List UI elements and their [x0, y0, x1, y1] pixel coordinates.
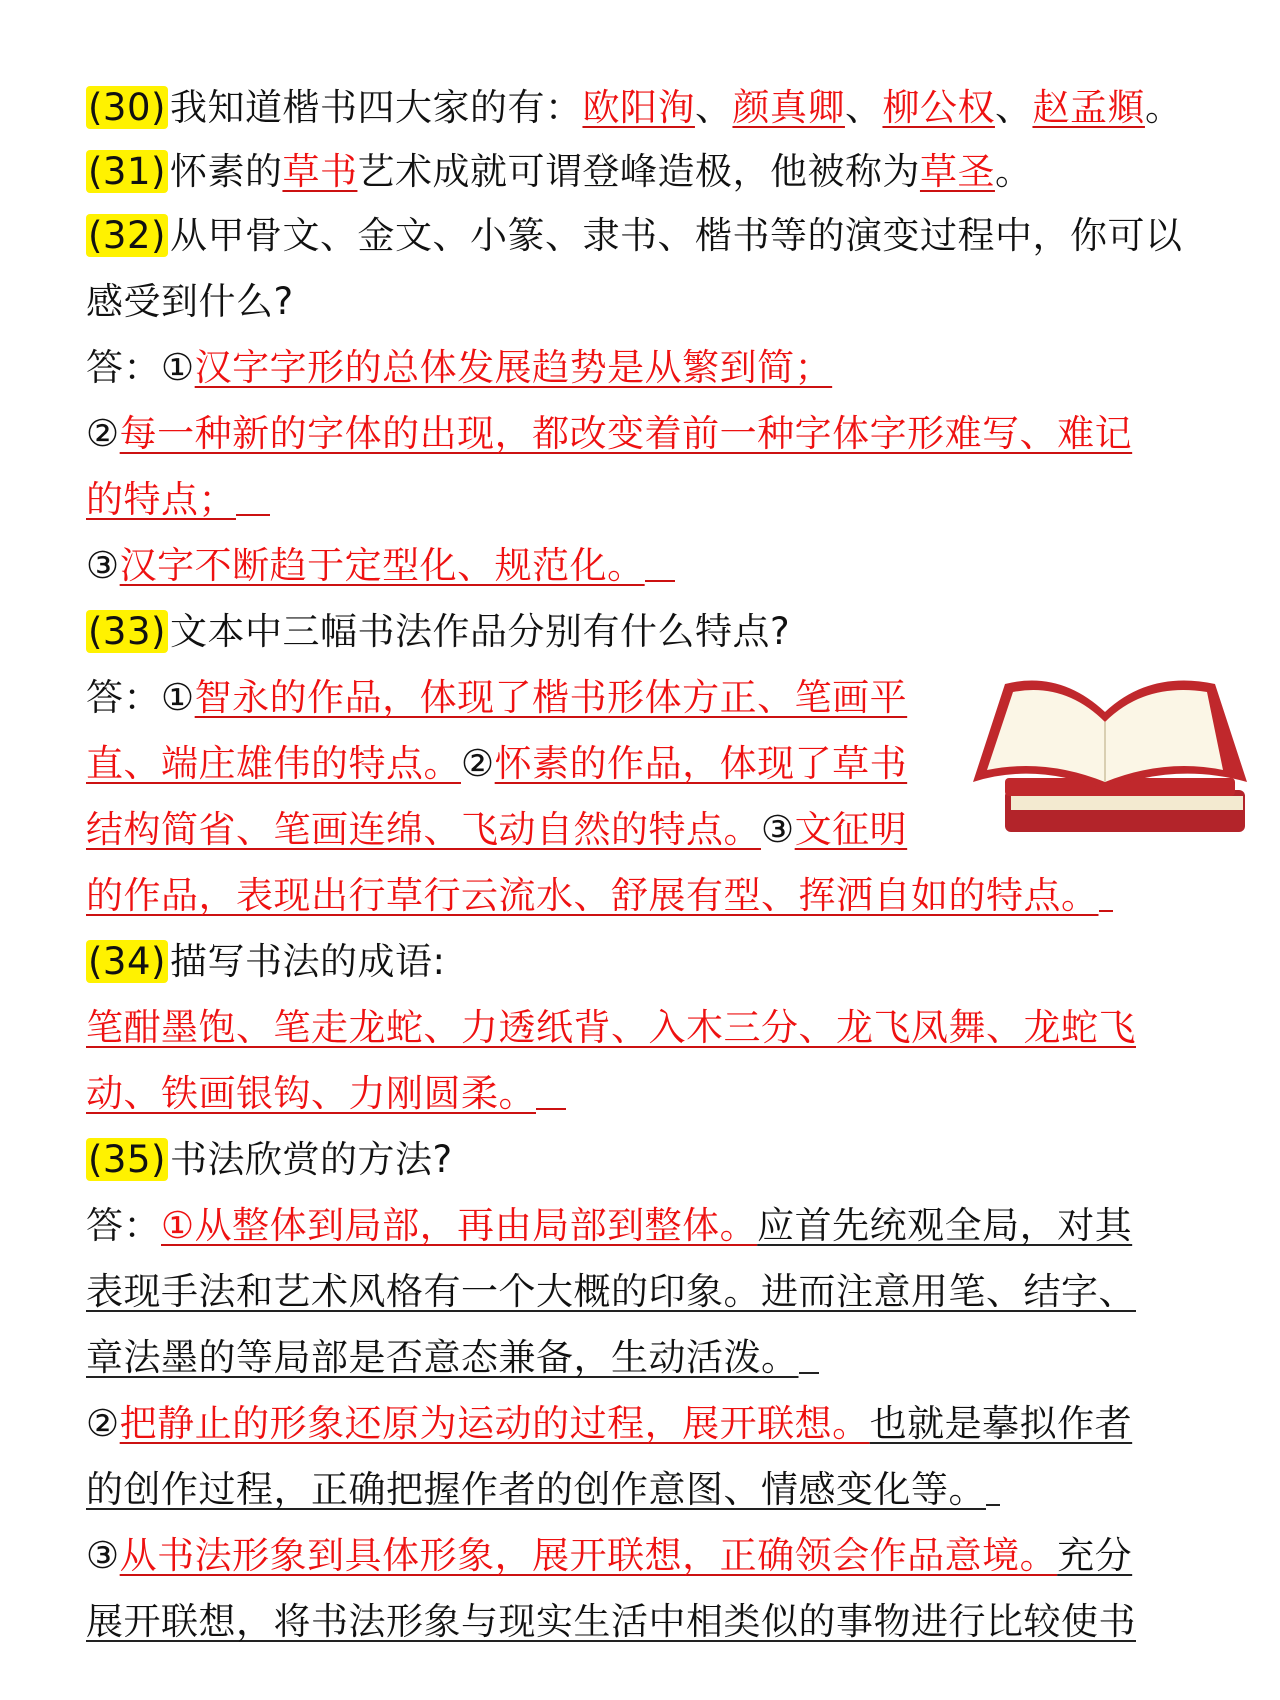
q34-answer-line-2 — [86, 1064, 566, 1126]
q35-number: (35) — [88, 1138, 166, 1181]
q32-line-2 — [86, 272, 294, 334]
open-book-icon — [965, 670, 1255, 850]
q32-blank-line — [236, 470, 270, 516]
q32-question-2: 感受到什么? — [86, 280, 294, 323]
q32-mark-2: ② — [86, 412, 120, 455]
q32-line-1 — [86, 206, 1182, 268]
book-stack — [1005, 778, 1245, 832]
q33-blank-line — [1099, 866, 1113, 912]
q35-answer-line-5 — [86, 1460, 1000, 1522]
q35-answer-3-cont: 展开联想，将书法形象与现实生活中相类似的事物进行比较使书 — [86, 1600, 1136, 1643]
q30-question: 我知道楷书四大家的有： — [169, 86, 583, 129]
q30-answer-1: 欧阳洵 — [582, 86, 695, 129]
q35-answer-line-4 — [86, 1394, 1132, 1456]
q31-text-2: 艺术成就可谓登峰造极，他被称为 — [357, 150, 920, 193]
q33-answer-line-4 — [86, 866, 1113, 928]
q32-answer-label: 答： — [86, 346, 161, 389]
q32-answer-line-1 — [86, 338, 832, 400]
q30-answer-3: 柳公权 — [882, 86, 995, 129]
q33-mark-1: ① — [161, 676, 195, 719]
book-pages-bottom — [1011, 796, 1243, 810]
q35-blank-line — [799, 1328, 819, 1374]
q32-answer-line-3 — [86, 470, 270, 532]
q35-answer-line-3 — [86, 1328, 819, 1390]
q35-answer-1-cont: 表现手法和艺术风格有一个大概的印象。进而注意用笔、结字、 — [86, 1270, 1136, 1313]
q35-answer-2-text: 也就是摹拟作者 — [869, 1402, 1133, 1445]
q33-answer-2: 怀素的作品，体现了草书 — [494, 742, 908, 785]
q34-question: 描写书法的成语: — [169, 940, 446, 983]
q33-answer-3: 文征明 — [794, 808, 908, 851]
q32-mark-3: ③ — [86, 544, 120, 587]
q33-answer-label: 答： — [86, 676, 161, 719]
q33-answer-line-2 — [86, 734, 907, 796]
q35-mark-2: ② — [86, 1402, 120, 1445]
q35-answer-1-red: ①从整体到局部，再由局部到整体。 — [161, 1204, 758, 1247]
q35-answer-2-red: 把静止的形象还原为运动的过程，展开联想。 — [119, 1402, 870, 1445]
q32-answer-line-4 — [86, 536, 675, 598]
q35-answer-1-cont-2: 章法墨的等局部是否意态兼备，生动活泼。 — [86, 1336, 799, 1379]
q30-sep-3: 、 — [994, 86, 1033, 129]
q31-answer-2: 草圣 — [919, 150, 995, 193]
q34-answer-line-1 — [86, 998, 1136, 1060]
q35-line — [86, 1130, 453, 1192]
q35-answer-line-6 — [86, 1526, 1132, 1588]
q33-question: 文本中三幅书法作品分别有什么特点? — [169, 610, 791, 653]
q34-blank-line — [536, 1064, 566, 1110]
q33-answer-1-cont: 直、端庄雄伟的特点。 — [86, 742, 461, 785]
q32-answer-2b: 的特点； — [86, 478, 236, 521]
q32-mark-1: ① — [161, 346, 195, 389]
q35-answer-3-text: 充分 — [1057, 1534, 1133, 1577]
q35-answer-label: 答： — [86, 1204, 161, 1247]
q32-number: (32) — [88, 214, 166, 257]
q34-answer-2: 动、铁画银钩、力刚圆柔。 — [86, 1072, 536, 1115]
q33-answer-line-1 — [86, 668, 907, 730]
q34-answer-1: 笔酣墨饱、笔走龙蛇、力透纸背、入木三分、龙飞凤舞、龙蛇飞 — [86, 1006, 1136, 1049]
q31-answer-1: 草书 — [282, 150, 358, 193]
q34-number: (34) — [88, 940, 166, 983]
q30-line — [86, 78, 1182, 140]
q33-line — [86, 602, 790, 664]
q34-line — [86, 932, 445, 994]
q32-blank-line-2 — [645, 536, 675, 582]
q35-blank-line-2 — [986, 1460, 1000, 1506]
q30-sep-2: 、 — [844, 86, 883, 129]
q31-end: 。 — [994, 150, 1033, 193]
q32-question-1: 从甲骨文、金文、小篆、隶书、楷书等的演变过程中，你可以 — [169, 214, 1183, 257]
q35-answer-1-text: 应首先统观全局，对其 — [757, 1204, 1133, 1247]
q32-answer-3: 汉字不断趋于定型化、规范化。 — [119, 544, 645, 587]
q30-number: (30) — [88, 86, 166, 129]
q35-answer-line-1 — [86, 1196, 1132, 1258]
q33-mark-2: ② — [461, 742, 495, 785]
q31-number: (31) — [88, 150, 166, 193]
q35-answer-line-2 — [86, 1262, 1136, 1324]
q30-answer-2: 颜真卿 — [732, 86, 845, 129]
q35-mark-3: ③ — [86, 1534, 120, 1577]
q32-answer-line-2 — [86, 404, 1132, 466]
q30-answer-4: 赵孟頫 — [1032, 86, 1145, 129]
q30-sep-1: 、 — [694, 86, 733, 129]
q33-answer-3-cont: 的作品，表现出行草行云流水、舒展有型、挥洒自如的特点。 — [86, 874, 1099, 917]
q33-answer-2-cont: 结构简省、笔画连绵、飞动自然的特点。 — [86, 808, 761, 851]
q35-answer-3-red: 从书法形象到具体形象，展开联想，正确领会作品意境。 — [119, 1534, 1058, 1577]
q31-line — [86, 142, 1032, 204]
q35-answer-2-cont: 的创作过程，正确把握作者的创作意图、情感变化等。 — [86, 1468, 986, 1511]
q32-answer-2a: 每一种新的字体的出现，都改变着前一种字体字形难写、难记 — [119, 412, 1133, 455]
q33-answer-line-3 — [86, 800, 907, 862]
q32-answer-1: 汉字字形的总体发展趋势是从繁到简； — [194, 346, 833, 389]
q35-question: 书法欣赏的方法? — [169, 1138, 453, 1181]
q35-answer-line-7 — [86, 1592, 1136, 1654]
q33-mark-3: ③ — [761, 808, 795, 851]
q33-number: (33) — [88, 610, 166, 653]
q33-answer-1: 智永的作品，体现了楷书形体方正、笔画平 — [194, 676, 908, 719]
q30-end: 。 — [1144, 86, 1183, 129]
q31-text-1: 怀素的 — [169, 150, 283, 193]
